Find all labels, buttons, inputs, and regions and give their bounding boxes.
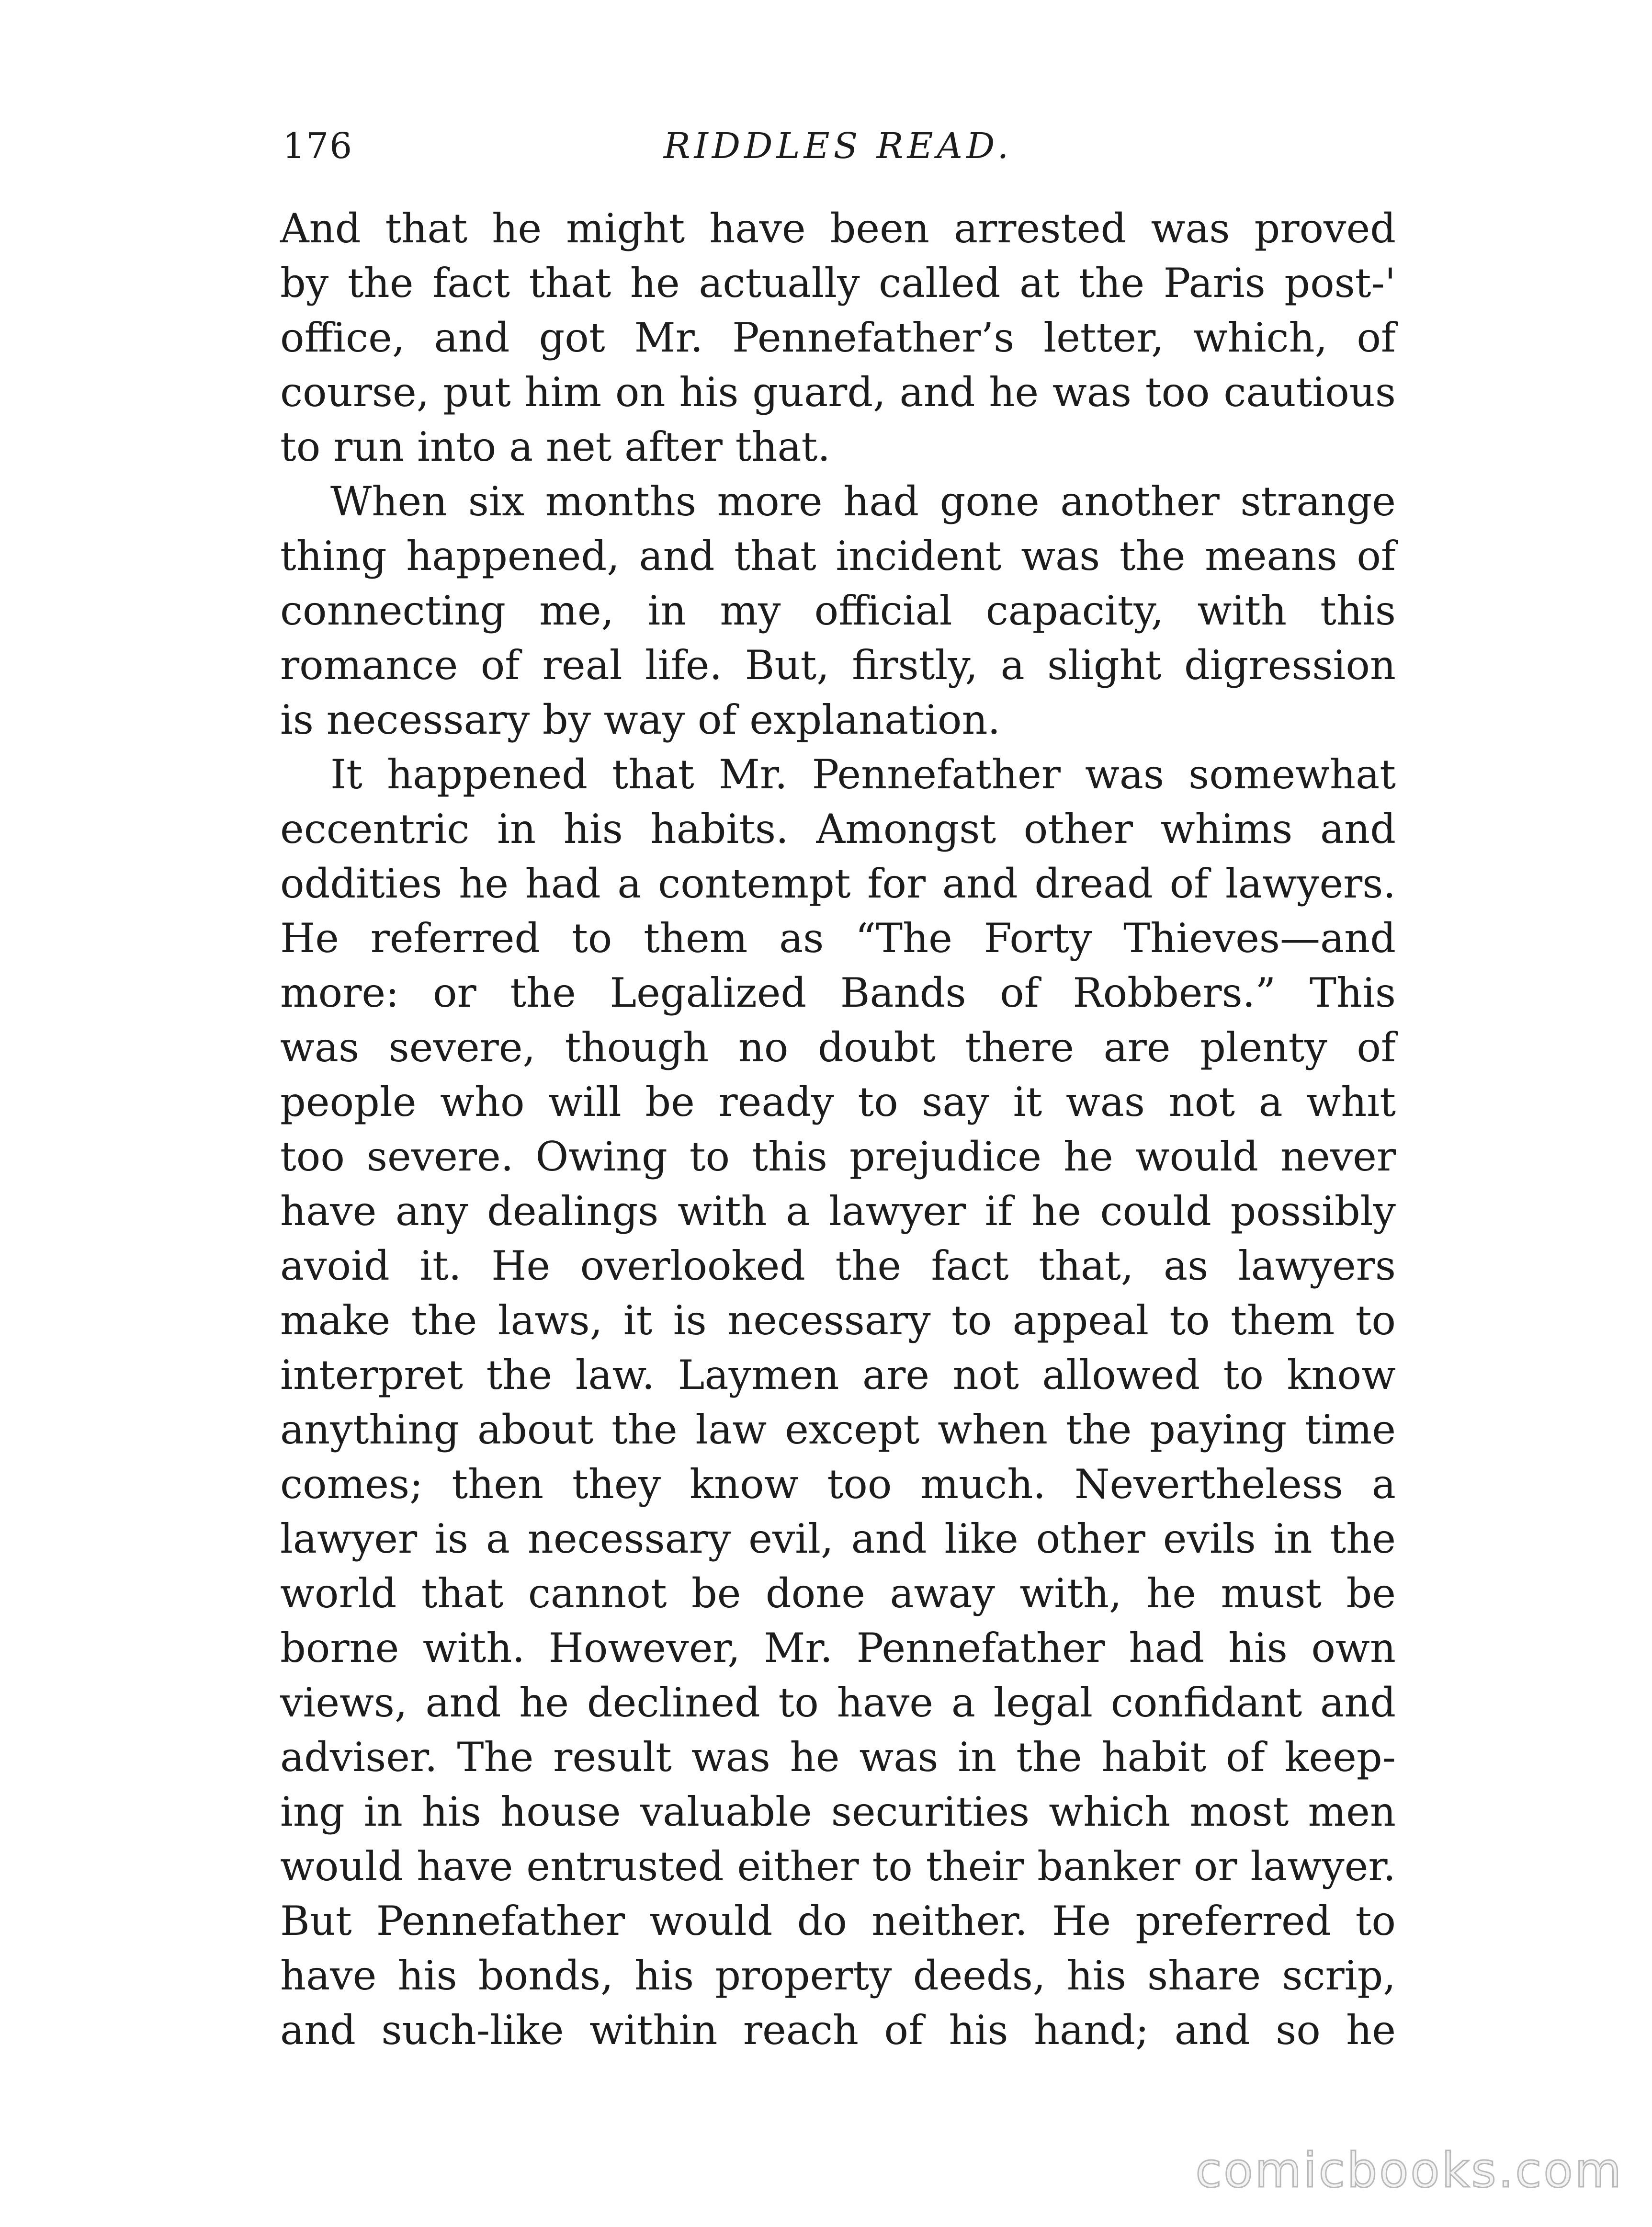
- text-line: And that he might have been arrested was proved: [280, 205, 1396, 252]
- text-line: is necessary by way of explanation.: [280, 696, 1001, 743]
- text-line: anything about the law except when the paying time: [280, 1406, 1396, 1453]
- text-line: and such-like within reach of his hand; and so he: [280, 2007, 1396, 2054]
- text-line: was severe, though no doubt there are plenty of: [280, 1024, 1396, 1071]
- text-line: adviser. The result was he was in the habit of keep-: [280, 1734, 1396, 1781]
- text-line: romance of real life. But, firstly, a slight digression: [280, 642, 1396, 689]
- text-line: have his bonds, his property deeds, his share scrip,: [280, 1952, 1396, 1999]
- text-line: lawyer is a necessary evil, and like other evils in the: [280, 1515, 1396, 1562]
- text-line: people who will be ready to say it was not a whıt: [280, 1079, 1396, 1125]
- text-line: more: or the Legalized Bands of Robbers.” This: [280, 969, 1396, 1016]
- text-line: oddities he had a contempt for and dread of lawyers.: [280, 860, 1396, 907]
- text-line: thing happened, and that incident was the means of: [280, 533, 1396, 579]
- text-line: But Pennefather would do neither. He preferred to: [280, 1897, 1396, 1944]
- page-number: 176: [283, 125, 353, 167]
- text-line: When six months more had gone another strange: [330, 478, 1396, 525]
- text-line: avoid it. He overlooked the fact that, as lawyers: [280, 1242, 1396, 1289]
- text-line: It happened that Mr. Pennefather was somewhat: [330, 751, 1396, 798]
- text-line: too severe. Owing to this prejudice he would never: [280, 1133, 1396, 1180]
- running-head: [283, 117, 1393, 175]
- text-line: eccentric in his habits. Amongst other whims and: [280, 806, 1396, 852]
- text-line: interpret the law. Laymen are not allowed to know: [280, 1352, 1396, 1398]
- running-title: RIDDLES READ.: [663, 125, 1013, 167]
- text-line: ing in his house valuable securities which most men: [280, 1788, 1396, 1835]
- text-line: make the laws, it is necessary to appeal to them to: [280, 1297, 1396, 1344]
- text-line: have any dealings with a lawyer if he could possibly: [280, 1188, 1396, 1235]
- text-line: connecting me, in my official capacity, with this: [280, 587, 1396, 634]
- watermark: comicbooks.com: [1195, 2142, 1623, 2198]
- text-line: world that cannot be done away with, he must be: [280, 1570, 1396, 1617]
- text-line: would have entrusted either to their banker or lawyer.: [280, 1843, 1396, 1890]
- text-line: He referred to them as “The Forty Thieves—and: [280, 915, 1396, 962]
- text-line: comes; then they know too much. Nevertheless a: [280, 1461, 1396, 1508]
- text-line: course, put him on his guard, and he was too cautious: [280, 369, 1396, 416]
- text-line: office, and got Mr. Pennefather’s letter, which, of: [280, 314, 1396, 361]
- text-line: to run into a net after that.: [280, 423, 831, 470]
- text-line: views, and he declined to have a legal confidant and: [280, 1679, 1396, 1726]
- text-line: borne with. However, Mr. Pennefather had his own: [280, 1625, 1396, 1671]
- text-line: by the fact that he actually called at the Paris post-': [280, 260, 1396, 307]
- body-text: [280, 201, 1396, 2057]
